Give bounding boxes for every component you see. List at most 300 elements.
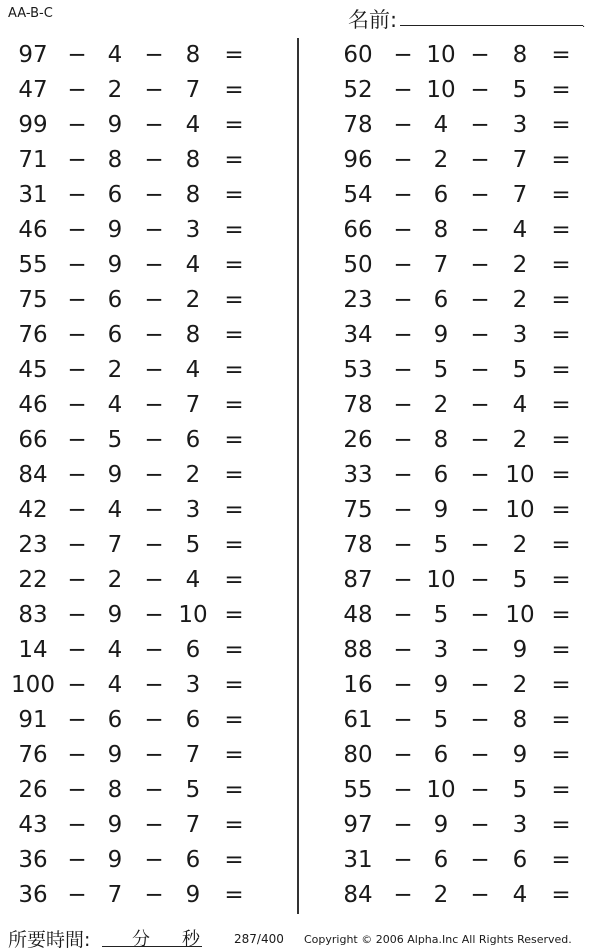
minus-sign: − xyxy=(393,567,413,593)
equals-sign: = xyxy=(551,567,571,593)
minus-sign: − xyxy=(470,497,490,523)
minuend: 66 xyxy=(18,427,48,453)
subtrahend-2: 7 xyxy=(185,392,201,418)
minus-sign: − xyxy=(144,602,164,628)
minuend: 14 xyxy=(18,637,48,663)
minus-sign: − xyxy=(393,217,413,243)
minus-sign: − xyxy=(393,637,413,663)
problem-row xyxy=(300,738,590,773)
subtrahend-2: 8 xyxy=(512,707,528,733)
subtrahend-1: 4 xyxy=(433,112,449,138)
problem-row xyxy=(0,73,290,108)
equals-sign: = xyxy=(224,357,244,383)
minus-sign: − xyxy=(470,77,490,103)
problem-row xyxy=(0,38,290,73)
minutes-label: 分 xyxy=(132,929,150,950)
subtrahend-1: 6 xyxy=(107,287,123,313)
subtrahend-2: 4 xyxy=(185,112,201,138)
equals-sign: = xyxy=(551,707,571,733)
minuend: 55 xyxy=(343,777,373,803)
name-dot: . xyxy=(582,19,586,30)
minuend: 55 xyxy=(18,252,48,278)
subtrahend-2: 4 xyxy=(512,217,528,243)
equals-sign: = xyxy=(551,322,571,348)
equals-sign: = xyxy=(224,322,244,348)
problem-row xyxy=(300,108,590,143)
subtrahend-1: 9 xyxy=(107,112,123,138)
minuend: 47 xyxy=(18,77,48,103)
equals-sign: = xyxy=(551,602,571,628)
minus-sign: − xyxy=(67,532,87,558)
subtrahend-2: 10 xyxy=(178,602,208,628)
subtrahend-2: 9 xyxy=(512,637,528,663)
minus-sign: − xyxy=(393,882,413,908)
problem-row xyxy=(300,353,590,388)
subtrahend-1: 5 xyxy=(433,357,449,383)
name-label: 名前: xyxy=(348,8,398,32)
minus-sign: − xyxy=(144,322,164,348)
left-problem-column xyxy=(0,38,290,913)
minus-sign: − xyxy=(67,392,87,418)
minus-sign: − xyxy=(144,707,164,733)
problem-row xyxy=(300,423,590,458)
subtrahend-2: 3 xyxy=(512,812,528,838)
problem-row xyxy=(0,143,290,178)
equals-sign: = xyxy=(551,392,571,418)
subtrahend-2: 4 xyxy=(185,252,201,278)
minus-sign: − xyxy=(67,42,87,68)
subtrahend-1: 6 xyxy=(107,182,123,208)
subtrahend-1: 3 xyxy=(433,637,449,663)
minus-sign: − xyxy=(393,357,413,383)
subtrahend-1: 9 xyxy=(107,602,123,628)
equals-sign: = xyxy=(224,77,244,103)
subtrahend-1: 10 xyxy=(426,77,456,103)
problem-row xyxy=(0,108,290,143)
minus-sign: − xyxy=(393,112,413,138)
problem-row xyxy=(0,598,290,633)
minus-sign: − xyxy=(393,252,413,278)
subtrahend-2: 7 xyxy=(512,182,528,208)
problem-row xyxy=(300,843,590,878)
problem-row xyxy=(300,38,590,73)
subtrahend-1: 9 xyxy=(433,322,449,348)
minus-sign: − xyxy=(470,462,490,488)
minuend: 75 xyxy=(343,497,373,523)
minus-sign: − xyxy=(393,322,413,348)
equals-sign: = xyxy=(224,42,244,68)
problem-row xyxy=(0,738,290,773)
equals-sign: = xyxy=(551,742,571,768)
subtrahend-2: 3 xyxy=(185,217,201,243)
subtrahend-2: 3 xyxy=(512,112,528,138)
minuend: 26 xyxy=(18,777,48,803)
minuend: 76 xyxy=(18,322,48,348)
problem-row xyxy=(0,388,290,423)
equals-sign: = xyxy=(224,217,244,243)
equals-sign: = xyxy=(224,672,244,698)
minus-sign: − xyxy=(67,147,87,173)
problem-row xyxy=(300,808,590,843)
minuend: 76 xyxy=(18,742,48,768)
subtrahend-1: 8 xyxy=(433,427,449,453)
subtrahend-1: 8 xyxy=(433,217,449,243)
subtrahend-1: 2 xyxy=(433,882,449,908)
minus-sign: − xyxy=(144,147,164,173)
equals-sign: = xyxy=(224,287,244,313)
copyright: Copyright © 2006 Alpha.Inc All Rights Reserved. xyxy=(304,933,572,946)
minuend: 31 xyxy=(343,847,373,873)
subtrahend-1: 6 xyxy=(107,322,123,348)
minus-sign: − xyxy=(67,812,87,838)
equals-sign: = xyxy=(551,812,571,838)
subtrahend-2: 6 xyxy=(185,427,201,453)
subtrahend-1: 5 xyxy=(107,427,123,453)
minus-sign: − xyxy=(67,882,87,908)
minus-sign: − xyxy=(470,322,490,348)
subtrahend-2: 10 xyxy=(505,497,535,523)
subtrahend-1: 5 xyxy=(433,602,449,628)
equals-sign: = xyxy=(224,147,244,173)
equals-sign: = xyxy=(551,42,571,68)
minus-sign: − xyxy=(144,462,164,488)
subtrahend-1: 9 xyxy=(107,742,123,768)
minus-sign: − xyxy=(67,602,87,628)
minuend: 60 xyxy=(343,42,373,68)
minus-sign: − xyxy=(144,497,164,523)
subtrahend-1: 6 xyxy=(433,287,449,313)
subtrahend-1: 8 xyxy=(107,147,123,173)
minus-sign: − xyxy=(144,637,164,663)
subtrahend-2: 5 xyxy=(512,77,528,103)
subtrahend-2: 3 xyxy=(185,672,201,698)
minus-sign: − xyxy=(144,847,164,873)
problem-row xyxy=(0,178,290,213)
subtrahend-2: 2 xyxy=(512,252,528,278)
subtrahend-1: 2 xyxy=(107,357,123,383)
subtrahend-2: 2 xyxy=(185,462,201,488)
problem-row xyxy=(0,563,290,598)
minuend: 66 xyxy=(343,217,373,243)
subtrahend-2: 7 xyxy=(185,77,201,103)
subtrahend-2: 4 xyxy=(185,357,201,383)
equals-sign: = xyxy=(551,532,571,558)
minuend: 78 xyxy=(343,392,373,418)
equals-sign: = xyxy=(224,882,244,908)
minus-sign: − xyxy=(393,147,413,173)
equals-sign: = xyxy=(224,812,244,838)
minus-sign: − xyxy=(470,217,490,243)
minuend: 71 xyxy=(18,147,48,173)
equals-sign: = xyxy=(551,77,571,103)
minuend: 31 xyxy=(18,182,48,208)
minus-sign: − xyxy=(393,462,413,488)
minuend: 54 xyxy=(343,182,373,208)
subtrahend-1: 9 xyxy=(433,812,449,838)
equals-sign: = xyxy=(224,532,244,558)
problem-row xyxy=(300,458,590,493)
minuend: 34 xyxy=(343,322,373,348)
subtrahend-1: 9 xyxy=(107,252,123,278)
equals-sign: = xyxy=(551,882,571,908)
minus-sign: − xyxy=(144,42,164,68)
minuend: 78 xyxy=(343,112,373,138)
subtrahend-1: 6 xyxy=(433,742,449,768)
subtrahend-2: 3 xyxy=(185,497,201,523)
problem-row xyxy=(300,73,590,108)
minuend: 22 xyxy=(18,567,48,593)
equals-sign: = xyxy=(224,567,244,593)
equals-sign: = xyxy=(224,777,244,803)
equals-sign: = xyxy=(551,427,571,453)
minus-sign: − xyxy=(470,882,490,908)
minuend: 75 xyxy=(18,287,48,313)
subtrahend-2: 9 xyxy=(512,742,528,768)
minus-sign: − xyxy=(470,567,490,593)
subtrahend-2: 6 xyxy=(185,637,201,663)
problem-row xyxy=(300,143,590,178)
minus-sign: − xyxy=(393,497,413,523)
minuend: 46 xyxy=(18,392,48,418)
equals-sign: = xyxy=(224,112,244,138)
name-field-line[interactable] xyxy=(400,25,583,26)
minus-sign: − xyxy=(67,357,87,383)
subtrahend-2: 5 xyxy=(185,777,201,803)
subtrahend-2: 7 xyxy=(512,147,528,173)
subtrahend-1: 6 xyxy=(433,182,449,208)
column-divider xyxy=(297,38,299,914)
problem-row xyxy=(0,773,290,808)
minus-sign: − xyxy=(470,252,490,278)
minus-sign: − xyxy=(393,182,413,208)
minuend: 100 xyxy=(11,672,55,698)
subtrahend-1: 7 xyxy=(433,252,449,278)
subtrahend-1: 2 xyxy=(107,77,123,103)
subtrahend-1: 10 xyxy=(426,567,456,593)
problem-row xyxy=(300,773,590,808)
minus-sign: − xyxy=(144,112,164,138)
minuend: 36 xyxy=(18,847,48,873)
subtrahend-2: 5 xyxy=(512,567,528,593)
subtrahend-1: 9 xyxy=(433,497,449,523)
minus-sign: − xyxy=(470,707,490,733)
equals-sign: = xyxy=(551,847,571,873)
minus-sign: − xyxy=(144,567,164,593)
minuend: 88 xyxy=(343,637,373,663)
problem-row xyxy=(300,213,590,248)
minus-sign: − xyxy=(393,777,413,803)
minuend: 48 xyxy=(343,602,373,628)
equals-sign: = xyxy=(224,392,244,418)
minus-sign: − xyxy=(67,77,87,103)
minus-sign: − xyxy=(470,182,490,208)
problem-row xyxy=(0,213,290,248)
minuend: 23 xyxy=(18,532,48,558)
minuend: 99 xyxy=(18,112,48,138)
equals-sign: = xyxy=(224,497,244,523)
problem-row xyxy=(300,388,590,423)
subtrahend-2: 7 xyxy=(185,812,201,838)
problem-row xyxy=(300,563,590,598)
subtrahend-2: 5 xyxy=(185,532,201,558)
problem-row xyxy=(300,318,590,353)
equals-sign: = xyxy=(224,462,244,488)
equals-sign: = xyxy=(551,672,571,698)
minus-sign: − xyxy=(470,112,490,138)
minus-sign: − xyxy=(393,77,413,103)
subtrahend-1: 9 xyxy=(433,672,449,698)
subtrahend-2: 4 xyxy=(185,567,201,593)
subtrahend-2: 8 xyxy=(185,42,201,68)
problem-row xyxy=(0,528,290,563)
subtrahend-1: 9 xyxy=(107,847,123,873)
subtrahend-2: 8 xyxy=(185,147,201,173)
subtrahend-1: 10 xyxy=(426,777,456,803)
subtrahend-1: 9 xyxy=(107,462,123,488)
minuend: 84 xyxy=(343,882,373,908)
subtrahend-2: 2 xyxy=(512,427,528,453)
problem-row xyxy=(300,493,590,528)
equals-sign: = xyxy=(551,357,571,383)
subtrahend-2: 9 xyxy=(185,882,201,908)
equals-sign: = xyxy=(551,252,571,278)
minuend: 46 xyxy=(18,217,48,243)
minuend: 96 xyxy=(343,147,373,173)
seconds-label: 秒 xyxy=(182,929,200,950)
subtrahend-2: 2 xyxy=(512,287,528,313)
problem-row xyxy=(0,808,290,843)
problem-row xyxy=(0,493,290,528)
problem-row xyxy=(300,528,590,563)
subtrahend-1: 9 xyxy=(107,812,123,838)
problem-row xyxy=(0,318,290,353)
subtrahend-1: 4 xyxy=(107,392,123,418)
minus-sign: − xyxy=(67,742,87,768)
minus-sign: − xyxy=(67,707,87,733)
subtrahend-1: 6 xyxy=(107,707,123,733)
minus-sign: − xyxy=(470,532,490,558)
problem-row xyxy=(300,668,590,703)
minuend: 33 xyxy=(343,462,373,488)
minus-sign: − xyxy=(470,357,490,383)
problem-row xyxy=(0,353,290,388)
subtrahend-1: 7 xyxy=(107,882,123,908)
minus-sign: − xyxy=(470,602,490,628)
problem-row xyxy=(0,843,290,878)
problem-row xyxy=(0,248,290,283)
problem-row xyxy=(300,878,590,913)
minus-sign: − xyxy=(393,427,413,453)
minus-sign: − xyxy=(393,672,413,698)
problem-row xyxy=(0,423,290,458)
equals-sign: = xyxy=(551,112,571,138)
equals-sign: = xyxy=(551,777,571,803)
subtrahend-1: 4 xyxy=(107,42,123,68)
subtrahend-1: 4 xyxy=(107,672,123,698)
minus-sign: − xyxy=(144,672,164,698)
minuend: 42 xyxy=(18,497,48,523)
minus-sign: − xyxy=(470,42,490,68)
minus-sign: − xyxy=(470,672,490,698)
subtrahend-1: 10 xyxy=(426,42,456,68)
subtrahend-2: 5 xyxy=(512,357,528,383)
minus-sign: − xyxy=(144,882,164,908)
minuend: 50 xyxy=(343,252,373,278)
minuend: 80 xyxy=(343,742,373,768)
minus-sign: − xyxy=(470,147,490,173)
subtrahend-2: 6 xyxy=(185,707,201,733)
equals-sign: = xyxy=(224,252,244,278)
subtrahend-1: 2 xyxy=(107,567,123,593)
minus-sign: − xyxy=(393,287,413,313)
minuend: 16 xyxy=(343,672,373,698)
equals-sign: = xyxy=(224,427,244,453)
minus-sign: − xyxy=(144,287,164,313)
equals-sign: = xyxy=(551,497,571,523)
minuend: 97 xyxy=(343,812,373,838)
minus-sign: − xyxy=(67,567,87,593)
minus-sign: − xyxy=(470,742,490,768)
minus-sign: − xyxy=(470,812,490,838)
subtrahend-2: 10 xyxy=(505,462,535,488)
problem-row xyxy=(0,458,290,493)
minus-sign: − xyxy=(393,742,413,768)
minus-sign: − xyxy=(144,392,164,418)
equals-sign: = xyxy=(224,182,244,208)
right-problem-column xyxy=(300,38,590,913)
minus-sign: − xyxy=(67,182,87,208)
minuend: 43 xyxy=(18,812,48,838)
page-number: 287/400 xyxy=(234,932,284,946)
minus-sign: − xyxy=(144,532,164,558)
subtrahend-1: 2 xyxy=(433,392,449,418)
problem-row xyxy=(0,668,290,703)
minus-sign: − xyxy=(67,777,87,803)
minus-sign: − xyxy=(470,847,490,873)
subtrahend-2: 5 xyxy=(512,777,528,803)
subtrahend-1: 6 xyxy=(433,847,449,873)
equals-sign: = xyxy=(551,182,571,208)
minus-sign: − xyxy=(393,847,413,873)
subtrahend-2: 4 xyxy=(512,392,528,418)
problem-row xyxy=(0,878,290,913)
minus-sign: − xyxy=(67,462,87,488)
minus-sign: − xyxy=(393,532,413,558)
minus-sign: − xyxy=(470,427,490,453)
subtrahend-2: 2 xyxy=(185,287,201,313)
subtrahend-1: 4 xyxy=(107,637,123,663)
minus-sign: − xyxy=(144,217,164,243)
minus-sign: − xyxy=(67,322,87,348)
minus-sign: − xyxy=(67,672,87,698)
minuend: 45 xyxy=(18,357,48,383)
minuend: 52 xyxy=(343,77,373,103)
minus-sign: − xyxy=(67,112,87,138)
subtrahend-2: 8 xyxy=(185,182,201,208)
equals-sign: = xyxy=(551,147,571,173)
problem-row xyxy=(0,283,290,318)
problem-row xyxy=(300,178,590,213)
subtrahend-2: 6 xyxy=(512,847,528,873)
minus-sign: − xyxy=(67,497,87,523)
minuend: 78 xyxy=(343,532,373,558)
minus-sign: − xyxy=(470,287,490,313)
minuend: 26 xyxy=(343,427,373,453)
minus-sign: − xyxy=(144,252,164,278)
minuend: 36 xyxy=(18,882,48,908)
subtrahend-2: 6 xyxy=(185,847,201,873)
minus-sign: − xyxy=(393,707,413,733)
